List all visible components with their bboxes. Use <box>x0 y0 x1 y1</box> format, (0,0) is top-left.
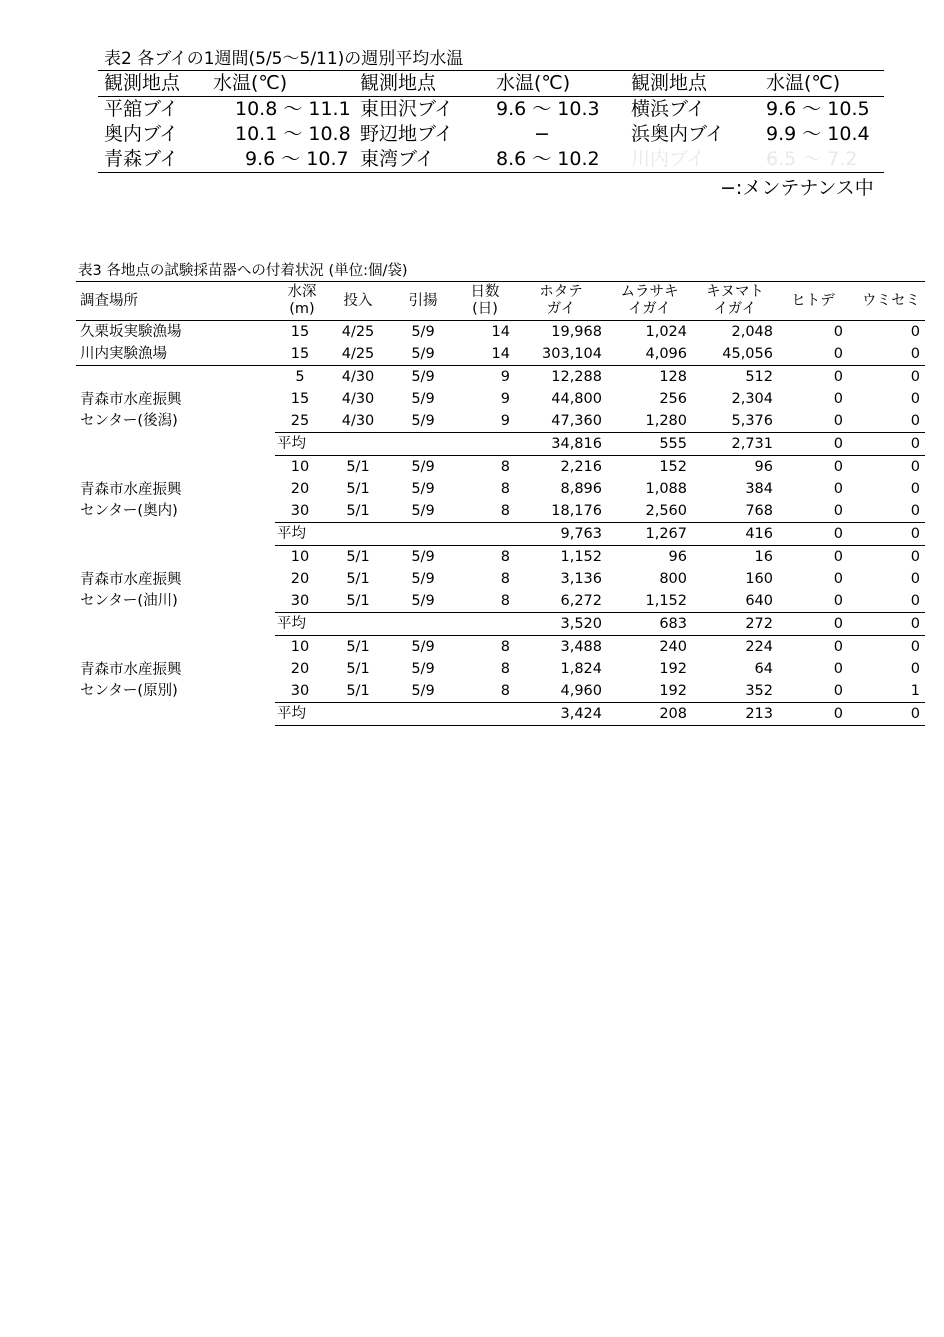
umisemi-cell: 0 <box>910 571 920 587</box>
deploy-cell: 4/30 <box>341 413 375 429</box>
col-temp-1: 水温(℃) <box>213 71 360 97</box>
temp-range: 9.9 〜 10.4 <box>766 123 870 145</box>
starfish-cell: 0 <box>778 343 848 366</box>
location-cell <box>76 636 275 726</box>
scallop-cell: 3,136 <box>560 571 602 587</box>
mussel-cell: 1,024 <box>645 324 687 340</box>
kinumato-cell: 64 <box>754 661 773 677</box>
average-label: 平均 <box>275 433 515 456</box>
mussel-cell: 256 <box>659 391 687 407</box>
depth-cell: 20 <box>290 481 310 497</box>
depth-cell: 10 <box>290 459 310 475</box>
kinumato-cell: 5,376 <box>731 413 773 429</box>
table-row <box>76 343 925 366</box>
starfish-cell: 0 <box>833 661 843 677</box>
col-scallop <box>515 282 607 321</box>
depth-cell: 20 <box>290 571 310 587</box>
col-kinumato-line1: キヌマト <box>706 284 764 300</box>
scallop-cell: 1,152 <box>560 549 602 565</box>
location-cell <box>76 366 275 456</box>
depth-cell: 5 <box>295 369 305 385</box>
deploy-cell: 5/1 <box>346 481 370 497</box>
umisemi-cell: 0 <box>910 391 920 407</box>
starfish-avg: 0 <box>778 523 848 546</box>
col-retrieve: 引揚 <box>391 282 455 321</box>
days-cell: 8 <box>500 593 510 609</box>
station-name: 平舘ブイ <box>104 98 179 120</box>
station-name-faded: 川内ブイ <box>631 147 766 173</box>
col-kinumato <box>692 282 778 321</box>
starfish-cell: 0 <box>833 324 843 340</box>
kinumato-cell: 640 <box>745 593 773 609</box>
temp-range: 10.8 〜 11.1 <box>235 98 351 120</box>
umisemi-cell: 0 <box>910 503 920 519</box>
location-line1: 青森市水産振興 <box>80 481 182 498</box>
location-line1: 青森市水産振興 <box>80 571 182 588</box>
station-name: 東湾ブイ <box>360 147 496 173</box>
location-line2: センター(油川) <box>80 592 178 609</box>
kinumato-cell: 96 <box>754 459 773 475</box>
deploy-cell: 5/1 <box>346 459 370 475</box>
starfish-cell: 0 <box>833 593 843 609</box>
table-row <box>76 546 925 569</box>
location-line2: センター(原別) <box>80 682 178 699</box>
umisemi-cell: 0 <box>910 481 920 497</box>
days-cell: 9 <box>500 413 510 429</box>
location-line1: 青森市水産振興 <box>80 391 182 408</box>
depth-cell: 30 <box>290 503 310 519</box>
umisemi-cell: 0 <box>910 661 920 677</box>
starfish-avg: 0 <box>778 703 848 726</box>
group-okunai <box>76 456 925 546</box>
col-starfish: ヒトデ <box>778 282 848 321</box>
depth-cell: 10 <box>290 549 310 565</box>
col-mussel <box>607 282 692 321</box>
group-gokata <box>76 366 925 456</box>
deploy-cell: 5/1 <box>346 549 370 565</box>
spat-collector-table <box>76 281 925 726</box>
mussel-cell: 1,152 <box>645 593 687 609</box>
station-name: 青森ブイ <box>98 147 213 173</box>
deploy-cell: 5/1 <box>346 503 370 519</box>
depth-cell: 15 <box>290 391 310 407</box>
retrieve-cell: 5/9 <box>411 481 435 497</box>
table-row <box>98 147 884 173</box>
depth-cell: 30 <box>290 683 310 699</box>
temp-range: − <box>534 123 550 145</box>
scallop-avg: 3,520 <box>515 613 607 636</box>
retrieve-cell: 5/9 <box>411 459 435 475</box>
retrieve-cell: 5/9 <box>411 549 435 565</box>
mussel-cell: 192 <box>659 661 687 677</box>
average-label: 平均 <box>275 523 515 546</box>
days-cell: 8 <box>500 571 510 587</box>
col-depth <box>275 282 325 321</box>
kinumato-cell: 384 <box>745 481 773 497</box>
col-days-line2: (日) <box>472 301 498 317</box>
deploy-cell: 4/30 <box>341 391 375 407</box>
deploy-cell: 4/25 <box>341 324 375 340</box>
mussel-cell: 128 <box>659 369 687 385</box>
kinumato-cell: 45,056 <box>692 343 778 366</box>
days-cell: 8 <box>500 661 510 677</box>
location-line2: センター(後潟) <box>80 412 178 429</box>
scallop-avg: 34,816 <box>515 433 607 456</box>
scallop-cell: 2,216 <box>560 459 602 475</box>
days-cell: 8 <box>500 503 510 519</box>
starfish-avg: 0 <box>778 433 848 456</box>
starfish-cell: 0 <box>833 369 843 385</box>
depth-cell: 25 <box>290 413 310 429</box>
days-cell: 14 <box>491 324 510 340</box>
starfish-cell: 0 <box>833 549 843 565</box>
station-name: 浜奥内ブイ <box>631 123 725 145</box>
deploy-cell: 5/1 <box>346 639 370 655</box>
temp-range: 10.1 〜 10.8 <box>235 123 351 145</box>
group-harabetsu <box>76 636 925 726</box>
mussel-cell: 192 <box>659 683 687 699</box>
mussel-cell: 4,096 <box>607 343 692 366</box>
days-cell: 9 <box>500 369 510 385</box>
kinumato-cell: 512 <box>745 369 773 385</box>
starfish-cell: 0 <box>833 683 843 699</box>
retrieve-cell: 5/9 <box>411 391 435 407</box>
starfish-cell: 0 <box>833 503 843 519</box>
starfish-cell: 0 <box>833 481 843 497</box>
table2-header-row <box>98 71 884 97</box>
retrieve-cell: 5/9 <box>411 683 435 699</box>
col-deploy: 投入 <box>325 282 391 321</box>
table-row <box>98 97 884 123</box>
starfish-cell: 0 <box>833 639 843 655</box>
days-cell: 9 <box>500 391 510 407</box>
scallop-cell: 3,488 <box>560 639 602 655</box>
starfish-cell: 0 <box>833 571 843 587</box>
mussel-avg: 1,267 <box>607 523 692 546</box>
kinumato-avg: 272 <box>692 613 778 636</box>
scallop-cell: 6,272 <box>560 593 602 609</box>
days-cell: 8 <box>500 683 510 699</box>
temp-range: 9.6 〜 10.5 <box>766 98 870 120</box>
depth-cell: 15 <box>290 324 310 340</box>
scallop-cell: 19,968 <box>551 324 602 340</box>
kinumato-cell: 352 <box>745 683 773 699</box>
col-days <box>455 282 515 321</box>
umisemi-avg: 0 <box>848 703 925 726</box>
station-name: 野辺地ブイ <box>360 123 454 145</box>
retrieve-cell: 5/9 <box>411 593 435 609</box>
umisemi-avg: 0 <box>848 613 925 636</box>
scallop-cell: 1,824 <box>560 661 602 677</box>
days-cell: 14 <box>455 343 515 366</box>
scallop-cell: 303,104 <box>515 343 607 366</box>
umisemi-cell: 0 <box>910 639 920 655</box>
scallop-cell: 4,960 <box>560 683 602 699</box>
days-cell: 8 <box>500 549 510 565</box>
location-line2: センター(奥内) <box>80 502 178 519</box>
col-mussel-line2: イガイ <box>628 301 671 317</box>
temp-range: 8.6 〜 10.2 <box>496 147 631 173</box>
depth-cell: 30 <box>290 593 310 609</box>
umisemi-cell: 0 <box>910 549 920 565</box>
kinumato-cell: 160 <box>745 571 773 587</box>
mussel-cell: 96 <box>668 549 687 565</box>
scallop-avg: 9,763 <box>515 523 607 546</box>
mussel-avg: 683 <box>607 613 692 636</box>
col-temp-2: 水温(℃) <box>496 71 631 97</box>
deploy-cell: 5/1 <box>346 661 370 677</box>
starfish-cell: 0 <box>833 391 843 407</box>
retrieve-cell: 5/9 <box>391 343 455 366</box>
col-depth-line1: 水深 <box>287 284 317 300</box>
retrieve-cell: 5/9 <box>411 661 435 677</box>
mussel-cell: 152 <box>659 459 687 475</box>
location-line1: 青森市水産振興 <box>80 661 182 678</box>
table-row <box>76 321 925 344</box>
umisemi-cell: 0 <box>910 324 920 340</box>
retrieve-cell: 5/9 <box>411 639 435 655</box>
kinumato-cell: 16 <box>754 549 773 565</box>
kinumato-avg: 213 <box>692 703 778 726</box>
table-row <box>76 456 925 479</box>
kinumato-cell: 224 <box>745 639 773 655</box>
temp-range: 9.6 〜 10.7 <box>213 147 360 173</box>
deploy-cell: 4/30 <box>341 369 375 385</box>
kinumato-avg: 416 <box>692 523 778 546</box>
average-label: 平均 <box>275 703 515 726</box>
retrieve-cell: 5/9 <box>411 413 435 429</box>
col-scallop-line2: ガイ <box>546 301 576 317</box>
kinumato-cell: 2,048 <box>731 324 773 340</box>
mussel-cell: 1,088 <box>645 481 687 497</box>
umisemi-avg: 0 <box>848 433 925 456</box>
table2-title: 表2 各ブイの1週間(5/5〜5/11)の週別平均水温 <box>104 49 464 69</box>
scallop-cell: 44,800 <box>551 391 602 407</box>
col-station-1: 観測地点 <box>98 71 213 97</box>
deploy-cell: 4/25 <box>325 343 391 366</box>
scallop-cell: 18,176 <box>551 503 602 519</box>
deploy-cell: 5/1 <box>346 571 370 587</box>
table-row <box>76 366 925 389</box>
kinumato-cell: 768 <box>745 503 773 519</box>
col-days-line1: 日数 <box>470 284 500 300</box>
deploy-cell: 5/1 <box>346 593 370 609</box>
umisemi-cell: 0 <box>910 459 920 475</box>
group-aburakawa <box>76 546 925 636</box>
umisemi-cell: 0 <box>848 343 925 366</box>
col-temp-3: 水温(℃) <box>766 71 884 97</box>
col-kinumato-line2: イガイ <box>713 301 757 317</box>
retrieve-cell: 5/9 <box>411 571 435 587</box>
umisemi-cell: 0 <box>910 369 920 385</box>
umisemi-cell: 1 <box>910 683 920 699</box>
umisemi-cell: 0 <box>910 593 920 609</box>
days-cell: 8 <box>500 481 510 497</box>
station-name: 横浜ブイ <box>631 98 706 120</box>
table3-header-row <box>76 282 925 321</box>
umisemi-avg: 0 <box>848 523 925 546</box>
temp-range: 9.6 〜 10.3 <box>496 98 600 120</box>
retrieve-cell: 5/9 <box>411 503 435 519</box>
mussel-cell: 1,280 <box>645 413 687 429</box>
col-umisemi: ウミセミ <box>848 282 925 321</box>
scallop-cell: 8,896 <box>560 481 602 497</box>
starfish-avg: 0 <box>778 613 848 636</box>
retrieve-cell: 5/9 <box>411 324 435 340</box>
station-name: 東田沢ブイ <box>360 98 454 120</box>
days-cell: 8 <box>500 639 510 655</box>
deploy-cell: 5/1 <box>346 683 370 699</box>
mussel-cell: 800 <box>659 571 687 587</box>
maintenance-note: −:メンテナンス中 <box>720 177 874 199</box>
table-row <box>98 122 884 147</box>
kinumato-cell: 2,304 <box>731 391 773 407</box>
days-cell: 8 <box>500 459 510 475</box>
average-label: 平均 <box>275 613 515 636</box>
mussel-cell: 240 <box>659 639 687 655</box>
scallop-avg: 3,424 <box>515 703 607 726</box>
kinumato-avg: 2,731 <box>692 433 778 456</box>
mussel-cell: 2,560 <box>645 503 687 519</box>
temp-range-faded: 6.5 〜 7.2 <box>766 147 884 173</box>
table-row <box>76 636 925 659</box>
scallop-cell: 47,360 <box>551 413 602 429</box>
col-depth-line2: (m) <box>289 301 315 317</box>
location-cell <box>76 546 275 636</box>
umisemi-cell: 0 <box>910 413 920 429</box>
buoy-water-temp-table <box>98 70 884 173</box>
depth-cell: 15 <box>275 343 325 366</box>
station-name: 奥内ブイ <box>104 123 179 145</box>
col-mussel-line1: ムラサキ <box>620 284 679 300</box>
starfish-cell: 0 <box>833 459 843 475</box>
location-cell <box>76 456 275 546</box>
col-scallop-line1: ホタテ <box>539 284 583 300</box>
group-experimental-grounds <box>76 321 925 366</box>
col-station-3: 観測地点 <box>631 71 766 97</box>
location-cell: 久栗坂実験漁場 <box>80 323 182 340</box>
col-station-2: 観測地点 <box>360 71 496 97</box>
retrieve-cell: 5/9 <box>411 369 435 385</box>
table3-title: 表3 各地点の試験採苗器への付着状況 (単位:個/袋) <box>78 263 408 279</box>
location-cell: 川内実験漁場 <box>76 343 275 366</box>
depth-cell: 10 <box>290 639 310 655</box>
depth-cell: 20 <box>290 661 310 677</box>
mussel-avg: 555 <box>607 433 692 456</box>
scallop-cell: 12,288 <box>551 369 602 385</box>
mussel-avg: 208 <box>607 703 692 726</box>
starfish-cell: 0 <box>833 413 843 429</box>
col-location: 調査場所 <box>76 282 275 321</box>
